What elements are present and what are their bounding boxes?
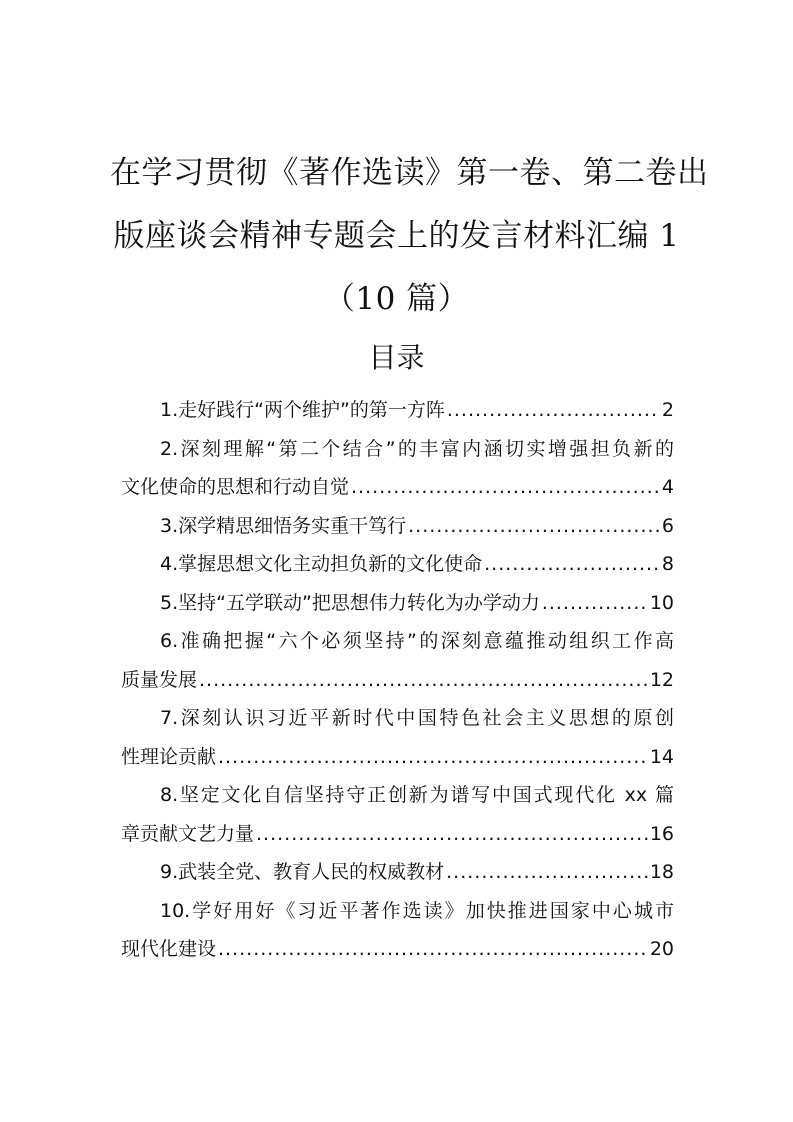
toc-entry-line (121, 776, 674, 815)
dot-leader (484, 545, 660, 584)
toc-page-number: 18 (649, 861, 674, 883)
dot-leader (542, 584, 648, 623)
toc-entry-text: 4.掌握思想文化主动担负新的文化使命 (160, 553, 483, 575)
toc-heading: 目录 (368, 341, 425, 374)
toc-entry-line (121, 507, 674, 546)
toc-entry-line (121, 584, 674, 623)
toc-entry-text: 10.学好用好《习近平著作选读》加快推进国家中心城市 (160, 899, 674, 922)
toc-entry[interactable] (121, 545, 674, 584)
toc-page-number: 4 (661, 476, 674, 498)
toc-entry-text: 3.深学精思细悟务实重干笃行 (160, 514, 407, 537)
title-line-3: （10 篇） (323, 281, 470, 317)
toc-entry-line (121, 815, 674, 854)
toc-entry[interactable] (121, 853, 674, 892)
toc-page-number: 14 (649, 745, 674, 768)
toc-entry-text: 性理论贡献 (121, 745, 217, 768)
toc-page-number: 12 (649, 668, 674, 691)
toc-entry-text: 6.准确把握“六个必须坚持”的深刻意蕴推动组织工作高 (160, 630, 674, 652)
dot-leader (447, 391, 660, 430)
toc-page-number: 20 (649, 938, 674, 960)
dot-leader (218, 930, 648, 969)
toc-entry-text: 7.深刻认识习近平新时代中国特色社会主义思想的原创 (160, 707, 674, 729)
toc-entry-line (121, 391, 674, 430)
toc-entry-text: 5.坚持“五学联动”把思想伟力转化为办学动力 (160, 591, 540, 614)
toc-entry-text: 1.走好践行“两个维护”的第一方阵 (160, 399, 445, 421)
toc-entry[interactable] (121, 584, 674, 623)
toc-entry[interactable] (121, 430, 674, 507)
toc-entry-line (121, 738, 674, 777)
toc-page-number: 2 (661, 399, 674, 421)
toc-page-number: 6 (661, 514, 674, 537)
toc-entry-text: 质量发展 (121, 668, 198, 691)
dot-leader (408, 507, 660, 546)
toc-entry[interactable] (121, 776, 674, 853)
toc-entry[interactable] (121, 699, 674, 776)
toc-page-number: 10 (649, 591, 674, 614)
toc-entry[interactable] (121, 391, 674, 430)
dot-leader (351, 468, 660, 507)
toc-entry[interactable] (121, 622, 674, 699)
toc-entry-line (121, 699, 674, 738)
toc-entry-line (121, 468, 674, 507)
toc-entry-text: 8.坚定文化自信坚持守正创新为谱写中国式现代化 xx 篇 (160, 784, 674, 806)
toc-entry[interactable] (121, 507, 674, 546)
title-line-1: 在学习贯彻《著作选读》第一卷、第二卷出 (110, 155, 709, 191)
toc-entry-line (121, 853, 674, 892)
table-of-contents (121, 391, 674, 969)
toc-entry-line (121, 545, 674, 584)
toc-entry-line (121, 930, 674, 969)
dot-leader (199, 661, 648, 700)
dot-leader (218, 738, 648, 777)
toc-entry-text: 现代化建设 (121, 938, 217, 960)
toc-entry-line (121, 430, 674, 469)
dot-leader (446, 853, 648, 892)
document-title (110, 142, 709, 331)
title-line-2: 版座谈会精神专题会上的发言材料汇编 1 (113, 218, 680, 254)
toc-entry-text: 文化使命的思想和行动自觉 (121, 476, 350, 498)
toc-entry-text: 9.武装全党、教育人民的权威教材 (160, 861, 445, 883)
toc-entry-text: 章贡献文艺力量 (121, 822, 255, 845)
toc-entry-line (121, 622, 674, 661)
toc-page-number: 16 (649, 822, 674, 845)
toc-entry[interactable] (121, 892, 674, 969)
toc-entry-line (121, 892, 674, 931)
toc-entry-text: 2.深刻理解“第二个结合”的丰富内涵切实增强担负新的 (160, 437, 674, 460)
toc-page-number: 8 (661, 553, 674, 575)
toc-entry-line (121, 661, 674, 700)
dot-leader (256, 815, 648, 854)
